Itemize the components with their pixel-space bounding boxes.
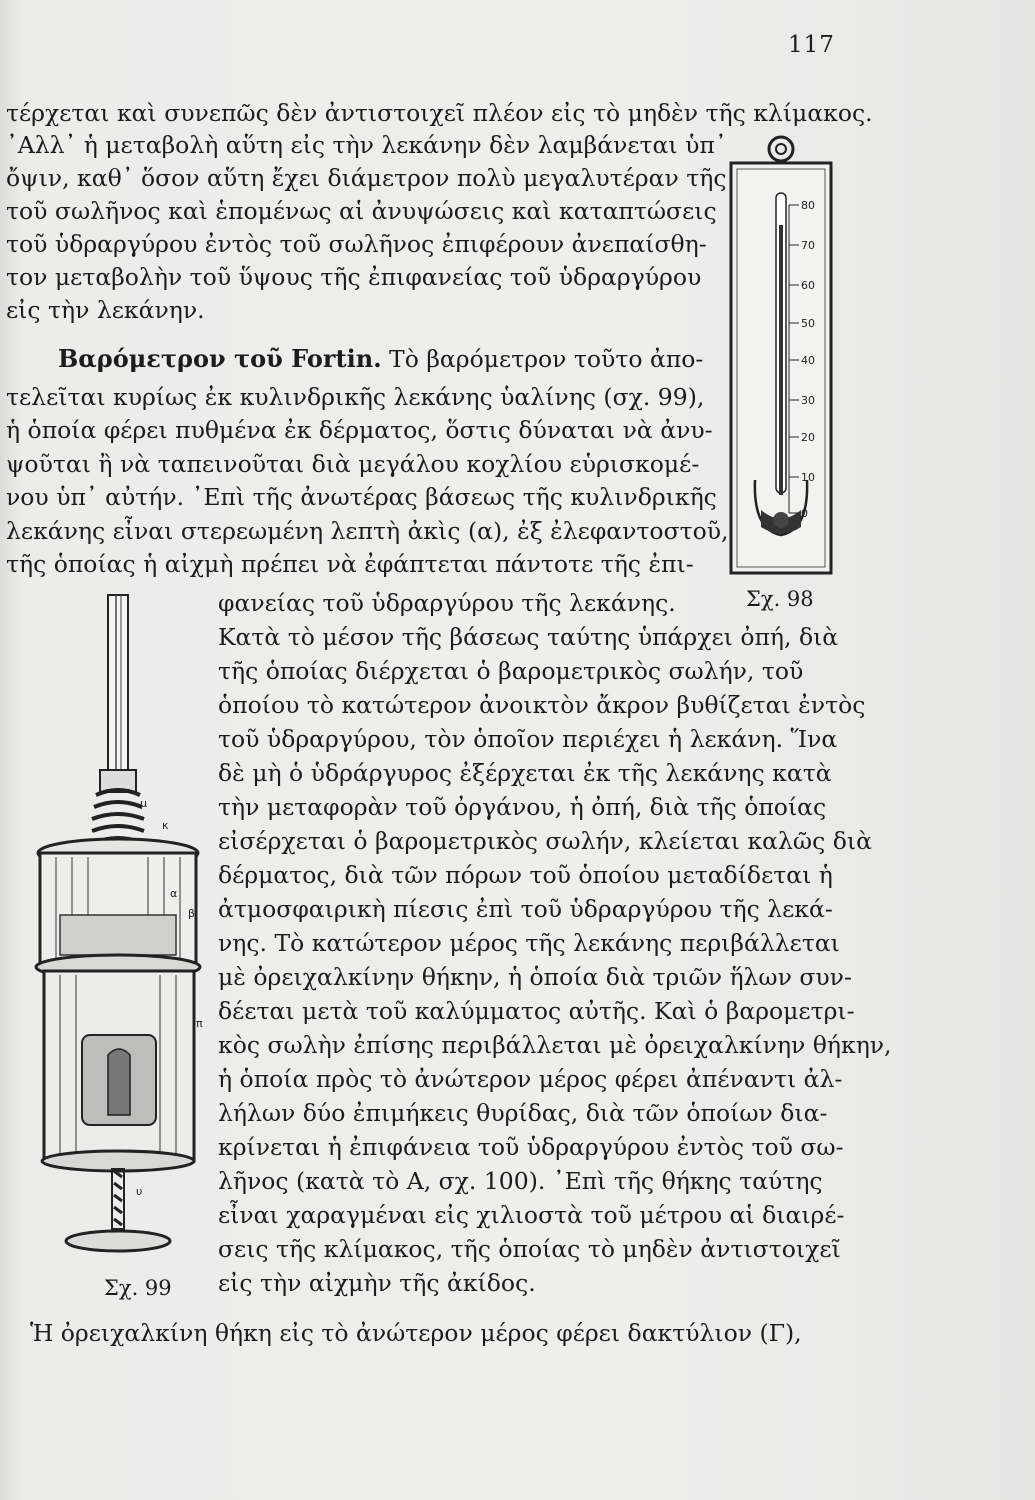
figure-letter: υ <box>136 1185 143 1198</box>
figure-letter: α <box>170 887 178 900</box>
figure-letter: μ <box>140 797 147 810</box>
text-line: τον μεταβολὴν τοῦ ὕψους τῆς ἐπιφανείας τοῦ ὑδραργύρου <box>6 263 702 291</box>
scale-label: 60 <box>801 279 815 292</box>
figure-98-thermometer <box>725 135 835 585</box>
scale-label: 20 <box>801 431 815 444</box>
scale-label: 80 <box>801 199 815 212</box>
text-line: εἶναι χαραγμέναι εἰς χιλιοστὰ τοῦ μέτρου αἱ διαιρέ- <box>218 1201 845 1229</box>
text-line: δέεται μετὰ τοῦ καλύμματος αὐτῆς. Καὶ ὁ βαρομετρι- <box>218 997 855 1025</box>
text-line: δέρματος, διὰ τῶν πόρων τοῦ ὁποίου μεταδίδεται ἡ <box>218 861 833 889</box>
figure-letter: π <box>196 1017 203 1030</box>
text-line: Ἡ ὀρειχαλκίνη θήκη εἰς τὸ ἀνώτερον μέρος φέρει δακτύλιον (Γ), <box>30 1319 802 1347</box>
text-line: ὁποίου τὸ κατώτερον ἀνοικτὸν ἄκρον βυθίζεται ἐντὸς <box>218 691 866 719</box>
figure-letter: κ <box>162 819 169 832</box>
text-line: σεις τῆς κλίμακος, τῆς ὁποίας τὸ μηδὲν ἀντιστοιχεῖ <box>218 1235 841 1263</box>
scale-label: 10 <box>801 471 815 484</box>
scale-label: 0 <box>801 507 808 520</box>
figure-98-caption: Σχ. 98 <box>746 587 814 611</box>
text-line: τοῦ σωλῆνος καὶ ἑπομένως αἱ ἀνυψώσεις καὶ καταπτώσεις <box>6 197 717 225</box>
text-line: κρίνεται ἡ ἐπιφάνεια τοῦ ὑδραργύρου ἐντὸς τοῦ σω- <box>218 1133 844 1161</box>
text-line: τοῦ ὑδραργύρου ἐντὸς τοῦ σωλῆνος ἐπιφέρουν ἀνεπαίσθη- <box>6 230 707 258</box>
text-line: ὄψιν, καθ᾽ ὅσον αὕτη ἔχει διάμετρον πολὺ μεγαλυτέραν τῆς <box>6 164 727 192</box>
figure-99-caption: Σχ. 99 <box>104 1276 172 1300</box>
text-line: τέρχεται καὶ συνεπῶς δὲν ἀντιστοιχεῖ πλέον εἰς τὸ μηδὲν τῆς κλίμακος. <box>6 99 873 127</box>
text-line: εἰς τὴν αἰχμὴν τῆς ἀκίδος. <box>218 1269 536 1297</box>
text-line: Κατὰ τὸ μέσον τῆς βάσεως ταύτης ὑπάρχει ὀπή, διὰ <box>218 623 839 651</box>
text-line: εἰς τὴν λεκάνην. <box>6 296 205 324</box>
page-number: 117 <box>788 32 835 58</box>
text-line: λῆνος (κατὰ τὸ Α, σχ. 100). ᾽Επὶ τῆς θήκης ταύτης <box>218 1167 823 1195</box>
text-line: τελεῖται κυρίως ἐκ κυλινδρικῆς λεκάνης ὑαλίνης (σχ. 99), <box>6 383 705 411</box>
text-line: λήλων δύο ἐπιμήκεις θυρίδας, διὰ τῶν ὁποίων δια- <box>218 1099 828 1127</box>
text-line: ψοῦται ἢ νὰ ταπεινοῦται διὰ μεγάλου κοχλίου εὑρισκομέ- <box>6 450 700 478</box>
text-line: ᾽Αλλ᾽ ἡ μεταβολὴ αὕτη εἰς τὴν λεκάνην δὲν λαμβάνεται ὑπ᾽ <box>6 131 727 159</box>
scale-label: 30 <box>801 394 815 407</box>
scale-label: 50 <box>801 317 815 330</box>
text-line: εἰσέρχεται ὁ βαρομετρικὸς σωλήν, κλείεται καλῶς διὰ <box>218 827 872 855</box>
text-line: κὸς σωλὴν ἐπίσης περιβάλλεται μὲ ὀρειχαλκίνην θήκην, <box>218 1031 892 1059</box>
text-line: νου ὑπ᾽ αὐτήν. ᾽Επὶ τῆς ἀνωτέρας βάσεως τῆς κυλινδρικῆς <box>6 483 717 511</box>
text-line: ἡ ὁποία πρὸς τὸ ἀνώτερον μέρος φέρει ἀπέναντι ἀλ- <box>218 1065 843 1093</box>
text-line: ἡ ὁποία φέρει πυθμένα ἐκ δέρματος, ὅστις δύναται νὰ ἀνυ- <box>6 416 713 444</box>
text-line: φανείας τοῦ ὑδραργύρου τῆς λεκάνης. <box>218 589 676 617</box>
figure-letter: β <box>188 907 196 920</box>
text-line: δὲ μὴ ὁ ὑδράργυρος ἐξέρχεται ἐκ τῆς λεκάνης κατὰ <box>218 759 832 787</box>
section-heading-line <box>58 344 703 374</box>
text-line: τοῦ ὑδραργύρου, τὸν ὁποῖον περιέχει ἡ λεκάνη. Ἵνα <box>218 725 838 753</box>
text-line: τὴν μεταφορὰν τοῦ ὀργάνου, ἡ ὀπή, διὰ τῆς ὁποίας <box>218 793 827 821</box>
figure-99-barometer <box>30 595 210 1275</box>
text-line: ἀτμοσφαιρικὴ πίεσις ἐπὶ τοῦ ὑδραργύρου τῆς λεκά- <box>218 895 833 923</box>
text-line: νης. Τὸ κατώτερον μέρος τῆς λεκάνης περιβάλλεται <box>218 929 840 957</box>
text-line: μὲ ὀρειχαλκίνην θήκην, ἡ ὁποία διὰ τριῶν ἥλων συν- <box>218 963 852 991</box>
text-line: λεκάνης εἶναι στερεωμένη λεπτὴ ἀκὶς (α), ἐξ ἐλεφαντοστοῦ, <box>6 517 729 545</box>
scale-label: 70 <box>801 239 815 252</box>
section-heading: Βαρόμετρον τοῦ Fortin. <box>58 344 382 373</box>
heading-continuation: Τὸ βαρόμετρον τοῦτο ἀπο- <box>381 345 704 373</box>
scale-label: 40 <box>801 354 815 367</box>
text-line: τῆς ὁποίας ἡ αἰχμὴ πρέπει νὰ ἐφάπτεται πάντοτε τῆς ἐπι- <box>6 550 694 578</box>
text-line: τῆς ὁποίας διέρχεται ὁ βαρομετρικὸς σωλήν, τοῦ <box>218 657 804 685</box>
